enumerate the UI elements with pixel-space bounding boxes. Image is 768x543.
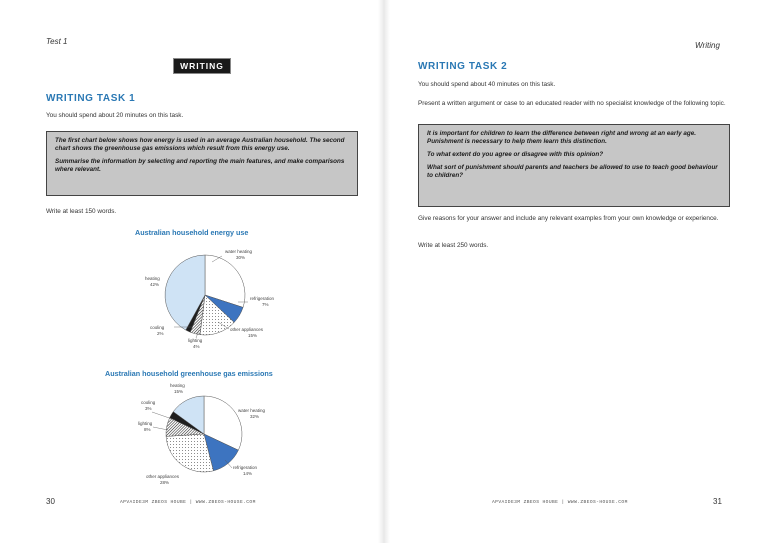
word-count: Write at least 150 words.	[46, 208, 117, 215]
task-heading: WRITING TASK 2	[418, 61, 508, 72]
slice-label-heating: heating 42%	[145, 276, 160, 287]
task-intro: Present a written argument or case to an educated reader with no specialist knowledge of the following topic.	[418, 100, 726, 107]
reasons-instruction: Give reasons for your answer and include any relevant examples from your own knowledge or experience.	[418, 215, 719, 222]
chart-title: Australian household energy use	[135, 228, 249, 237]
slice-label-cooling: cooling 2%	[150, 325, 165, 336]
slice-label-refrigeration: refrigeration 14%	[233, 465, 258, 476]
page-number: 31	[713, 497, 722, 506]
slice-label-refrigeration: refrigeration 7%	[250, 296, 275, 307]
prompt-paragraph: The first chart below shows how energy is used in an average Australian household. The second chart shows the greenhouse gas emissions which result from this energy use.	[55, 137, 345, 152]
section-badge: WRITING	[173, 58, 231, 74]
slice-label-other-appliances: other appliances 28%	[146, 474, 180, 485]
greenhouse-emissions-pie-chart	[100, 380, 300, 490]
slice-label-heating: heating 15%	[170, 383, 185, 394]
right-page	[384, 0, 768, 543]
task-prompt-box	[46, 131, 358, 196]
prompt-paragraph: What sort of punishment should parents and teachers be allowed to use to teach good behaviour to children?	[427, 164, 718, 179]
chart-title: Australian household greenhouse gas emissions	[105, 369, 273, 378]
page-footer: APVAIDE3M ZBEOS HOUBE | WWW.ZBEOS-HOUSE.COM	[492, 500, 628, 505]
slice-label-water-heating: water heating 32%	[238, 408, 266, 419]
word-count: Write at least 250 words.	[418, 242, 489, 249]
slice-label-cooling: cooling 3%	[141, 400, 156, 411]
prompt-paragraph: It is important for children to learn the difference between right and wrong at an early age. Punishment is necessary to help them learn this distinction.	[427, 130, 696, 145]
running-head: Writing	[695, 41, 720, 50]
time-instruction: You should spend about 20 minutes on this task.	[46, 112, 184, 119]
prompt-paragraph: To what extent do you agree or disagree with this opinion?	[427, 151, 604, 158]
prompt-paragraph: Summarise the information by selecting and reporting the main features, and make comparisons where relevant.	[55, 158, 345, 173]
page-number: 30	[46, 497, 55, 506]
running-head: Test 1	[46, 37, 68, 46]
slice-label-other-appliances: other appliances 15%	[230, 327, 264, 338]
page-footer: APVAIDE3M ZBEOS HOUBE | WWW.ZBEOS-HOUSE.COM	[120, 500, 256, 505]
slice-label-lighting: lighting 8%	[138, 421, 153, 432]
task-heading: WRITING TASK 1	[46, 93, 136, 104]
slice-label-lighting: lighting 4%	[188, 338, 203, 349]
slice-label-water-heating: water heating 30%	[225, 249, 253, 260]
task-prompt-box	[418, 124, 730, 207]
energy-use-pie-chart	[100, 240, 300, 360]
time-instruction: You should spend about 40 minutes on this task.	[418, 81, 556, 88]
